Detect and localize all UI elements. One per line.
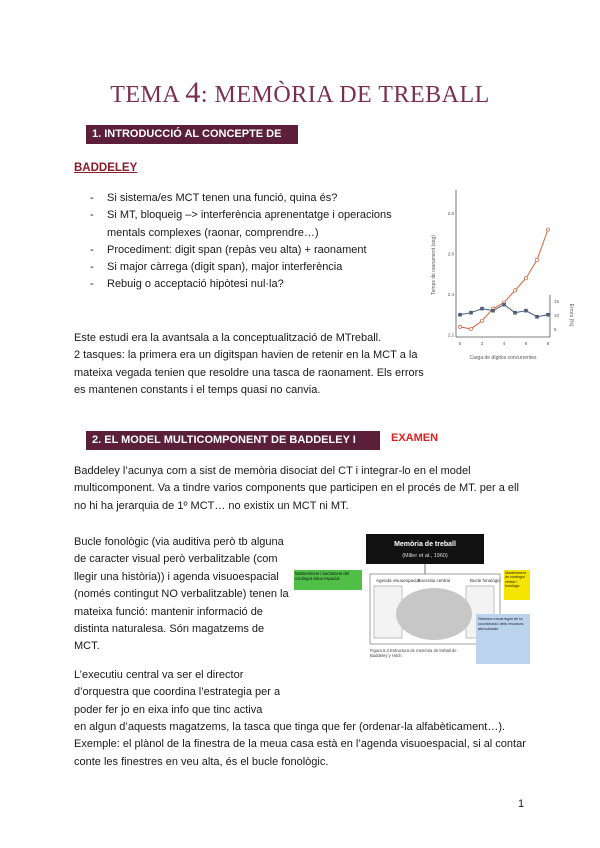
- y-tick-label: 2.6: [447, 251, 454, 257]
- left-note: Manteniment i tractament del contingut visuo espacial: [295, 571, 349, 581]
- page-title: [0, 76, 600, 110]
- line-chart: [430, 185, 582, 365]
- data-point-errors: [502, 303, 506, 307]
- series-line-errors: [460, 305, 548, 317]
- right-note: Manteniment de contingut verbal i fonològic: [505, 571, 526, 589]
- list-item: - Si major càrrega (digit span), major interferència: [90, 259, 410, 276]
- list-item: - Si sistema/es MCT tenen una funció, quina és?: [90, 190, 410, 207]
- section-heading-1: 1. INTRODUCCIÓ AL CONCEPTE DE MT: [86, 125, 298, 144]
- data-point-errors: [524, 309, 528, 313]
- x-tick-label: 0: [458, 341, 462, 346]
- data-point-temps: [513, 289, 516, 292]
- data-point-errors: [469, 311, 473, 315]
- y-tick-label: 2.8: [447, 210, 454, 216]
- chart-y2label: Errors (%): [568, 303, 574, 327]
- blue-note: Sistema encarregat de la coordinació dels recursos atencionals: [478, 616, 524, 631]
- list-item: - Procediment: digit span (repàs veu alta) + raonament: [90, 242, 410, 259]
- subheading-baddeley: BADDELEY: [74, 162, 138, 174]
- data-point-temps: [458, 325, 461, 328]
- x-tick-label: 8: [546, 341, 550, 346]
- paragraph-executiu: L’executiu central va ser el director d’orquestra que coordina l’estrategia per a poder fer jo en eixa info que tinc activa: [74, 669, 281, 716]
- diagram-title-box: [366, 534, 484, 564]
- exam-label: EXAMEN: [391, 432, 439, 444]
- y-tick-label: 2.4: [447, 291, 454, 297]
- data-point-temps: [469, 327, 472, 330]
- paragraph-line: 2 tasques: la primera era un digitspan havien de retenir en la MCT a la mateixa vegada tenien que resoldre una tasca de raonament. Els errors es mantenen constants i el temps quasi no canvia.: [74, 349, 424, 397]
- data-point-temps: [480, 319, 483, 322]
- y2-tick-label: 5: [554, 327, 557, 332]
- list-item: - Si MT, bloqueig –> interferència aprenentatge i operacions mentals complexes (raonar, comprendre…): [90, 207, 410, 242]
- center-label: Executiu central: [417, 578, 451, 583]
- bullet-list: [90, 190, 410, 294]
- data-point-errors: [546, 313, 550, 317]
- diagram-title: Memòria de treball: [394, 541, 456, 548]
- title-number: 4: [185, 76, 201, 109]
- data-point-errors: [535, 315, 539, 319]
- x-tick-label: 6: [524, 341, 528, 346]
- paragraph-line: Este estudi era la avantsala a la conceptualització de MTreball.: [74, 332, 382, 344]
- central-executive-ellipse: [396, 588, 472, 640]
- y2-tick-label: 15: [554, 299, 560, 304]
- title-rest: : MEMÒRIA DE TREBALL: [200, 82, 490, 108]
- data-point-errors: [491, 309, 495, 313]
- data-point-errors: [458, 313, 462, 317]
- paragraph-bucle: Bucle fonològic (via auditiva però tb alguna de caracter visual però verbalitzable (com llegir una història)) i agenda visuoespacial (només contingut NO verbalitzable) tenen la mateixa funció: mantenir informació de distinta naturalesa. Són magatzems de MCT.: [74, 536, 289, 653]
- list-item: - Rebuig o acceptació hipòtesi nul·la?: [90, 276, 410, 293]
- data-point-errors: [513, 311, 517, 315]
- page-number: 1: [518, 798, 525, 810]
- x-tick-label: 4: [502, 341, 506, 346]
- data-point-errors: [480, 307, 484, 311]
- paragraph-intro: [74, 330, 434, 400]
- diagram-caption: Figura 6.3 Estructura de memòria de treball de Baddeley y Hitch.: [370, 648, 457, 659]
- right-box-label: Bucle fonològic: [470, 578, 501, 583]
- left-box-label: Agenda visuoespacial: [376, 578, 420, 583]
- data-point-temps: [535, 258, 538, 261]
- y2-tick-label: 10: [554, 313, 560, 318]
- x-tick-label: 2: [480, 341, 484, 346]
- data-point-temps: [546, 228, 549, 231]
- chart-ylabel: Temps de raonament (seg): [431, 235, 437, 295]
- paragraph-model: Baddeley l’acunya com a sist de memòria disociat del CT i integrar-lo en el model multicomponent. Va a tindre varios components que participen en el procés de MT. per a ell no hi ha jerarquia de 1º MCT… no existix un MCT ni MT.: [74, 465, 519, 512]
- title-prefix: TEMA: [110, 82, 186, 108]
- section-heading-2: 2. EL MODEL MULTICOMPONENT DE BADDELEY I HITCH: [86, 431, 380, 450]
- chart-xlabel: Carga de dígitos concurrentes: [469, 355, 537, 361]
- y-tick-label: 2.2: [447, 332, 454, 338]
- paragraph-exemple: en algun d’aquests magatzems, la tasca que tinga que fer (ordenar-la alfabèticament…). Exemple: el plànol de la finestra de la meua casa està en l’agenda visuoespacial, si al contar conte les finestres en veu alta, és el bucle fonològic.: [74, 721, 526, 768]
- data-point-temps: [524, 277, 527, 280]
- diagram-subtitle: (Miller et al., 1960): [402, 553, 448, 559]
- working-memory-diagram: [290, 530, 530, 690]
- series-line-temps: [460, 230, 548, 329]
